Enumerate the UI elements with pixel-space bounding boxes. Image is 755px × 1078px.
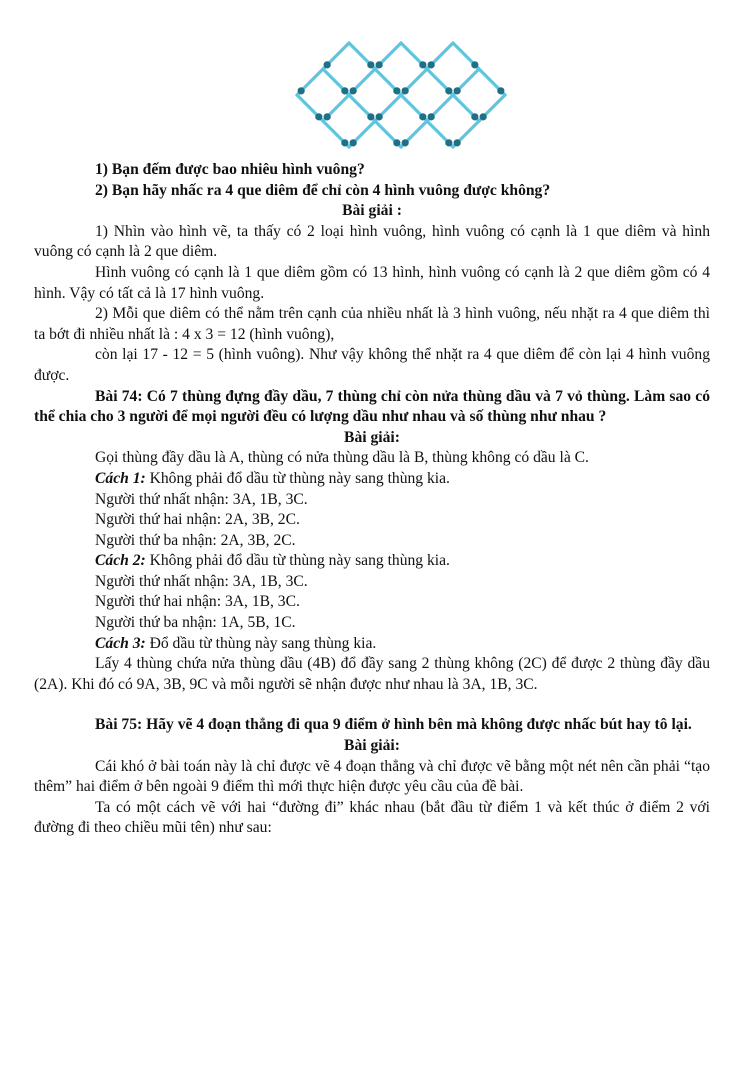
- solution-paragraph: Lấy 4 thùng chứa nửa thùng dầu (4B) đổ đầy sang 2 thùng không (2C) để được 2 thùng đầy dầu (2A). Khi đó có 9A, 3B, 9C và mỗi người sẽ nhận được như nhau là 3A, 1B, 3C.: [34, 655, 710, 693]
- matchstick-head: [454, 139, 461, 146]
- distribution-line: Người thứ nhất nhận: 3A, 1B, 3C.: [95, 572, 308, 590]
- matchstick-head: [376, 113, 383, 120]
- solution-paragraph: Cái khó ở bài toán này là chỉ được vẽ 4 đoạn thẳng và chỉ được vẽ bằng một nét nên cần phải “tạo thêm” hai điểm ở bên ngoài 9 điểm thì mới thực hiện được yêu cầu của đề bài.: [34, 757, 710, 796]
- matchstick-head: [428, 61, 435, 68]
- matchstick-head: [298, 87, 305, 94]
- solution-paragraph: Gọi thùng đầy dầu là A, thùng có nửa thùng dầu là B, thùng không có dầu là C.: [95, 449, 589, 467]
- matchstick-head: [393, 139, 400, 146]
- method-label: Cách 2:: [95, 552, 146, 570]
- method-text: Không phải đổ dầu từ thùng này sang thùng kia.: [145, 552, 450, 570]
- matchstick-head: [445, 87, 452, 94]
- distribution-line: Người thứ hai nhận: 2A, 3B, 2C.: [95, 511, 300, 529]
- matchstick-head: [367, 61, 374, 68]
- method-text: Đổ dầu từ thùng này sang thùng kia.: [145, 634, 377, 652]
- distribution-line: Người thứ ba nhận: 1A, 5B, 1C.: [95, 614, 296, 632]
- problem-75-statement: Bài 75: Hãy vẽ 4 đoạn thẳng đi qua 9 điểm ở hình bên mà không được nhấc bút hay tô lại.: [95, 716, 692, 734]
- method-line: [34, 634, 710, 655]
- solution-paragraph: Ta có một cách vẽ với hai “đường đi” khác nhau (bắt đầu từ điểm 1 và kết thúc ở điểm 2 với đường đi theo chiều mũi tên) như sau:: [34, 798, 710, 837]
- method-label: Cách 1:: [95, 469, 146, 487]
- method-text: Không phải đổ dầu từ thùng này sang thùng kia.: [145, 469, 450, 487]
- matchstick-head: [454, 87, 461, 94]
- solution-paragraph: Hình vuông có cạnh là 1 que diêm gồm có 13 hình, hình vuông có cạnh là 2 que diêm gồm có 4 hình. Vậy có tất cả là 17 hình vuông.: [34, 263, 710, 302]
- question-1: 1) Bạn đếm được bao nhiêu hình vuông?: [95, 161, 365, 178]
- matchstick-head: [367, 113, 374, 120]
- matchstick-head: [350, 139, 357, 146]
- matchstick-head: [497, 87, 504, 94]
- matchstick-head: [402, 87, 409, 94]
- solution-paragraph: 1) Nhìn vào hình vẽ, ta thấy có 2 loại hình vuông, hình vuông có cạnh là 1 que diêm và hình vuông có cạnh là 2 que diêm.: [34, 222, 710, 261]
- distribution-line: Người thứ nhất nhận: 3A, 1B, 3C.: [95, 490, 308, 508]
- method-label: Cách 3:: [95, 634, 146, 652]
- method-line: [34, 469, 710, 490]
- matchstick-head: [393, 87, 400, 94]
- matchstick-head: [341, 139, 348, 146]
- matchstick-head: [419, 61, 426, 68]
- solution-heading: Bài giải :: [342, 202, 402, 220]
- solution-paragraph: còn lại 17 - 12 = 5 (hình vuông). Như vậy không thể nhặt ra 4 que diêm để còn lại 4 hình vuông được.: [34, 346, 710, 384]
- matchstick-head: [341, 87, 348, 94]
- question-2: 2) Bạn hãy nhấc ra 4 que diêm để chỉ còn 4 hình vuông được không?: [95, 181, 551, 199]
- matchstick-head: [324, 61, 331, 68]
- solution-heading: Bài giải:: [344, 737, 400, 755]
- matchstick-head: [471, 61, 478, 68]
- matchstick-squares-figure: [276, 40, 526, 150]
- matchstick-head: [324, 113, 331, 120]
- matchstick-head: [471, 113, 478, 120]
- method-line: [34, 551, 710, 572]
- document-body: [34, 160, 710, 839]
- spacer: [34, 695, 710, 715]
- matchstick-head: [480, 113, 487, 120]
- matchstick-head: [428, 113, 435, 120]
- matchstick-head: [445, 139, 452, 146]
- matchstick-head: [419, 113, 426, 120]
- distribution-line: Người thứ ba nhận: 2A, 3B, 2C.: [95, 531, 296, 549]
- matchstick-head: [315, 113, 322, 120]
- problem-74-statement: Bài 74: Có 7 thùng đựng đầy dầu, 7 thùng chỉ còn nửa thùng dầu và 7 vỏ thùng. Làm sao có thể chia cho 3 người để mọi người đều có lượng dầu như nhau và số thùng như nhau ?: [34, 387, 710, 426]
- solution-heading: Bài giải:: [344, 428, 400, 446]
- matchstick-head: [402, 139, 409, 146]
- matchstick-head: [376, 61, 383, 68]
- matchstick-head: [350, 87, 357, 94]
- solution-paragraph: 2) Mỗi que diêm có thể nằm trên cạnh của nhiều nhất là 3 hình vuông, nếu nhặt ra 4 que diêm thì ta bớt đi nhiều nhất là : 4 x 3 = 12 (hình vuông),: [34, 305, 710, 343]
- distribution-line: Người thứ hai nhận: 3A, 1B, 3C.: [95, 593, 300, 611]
